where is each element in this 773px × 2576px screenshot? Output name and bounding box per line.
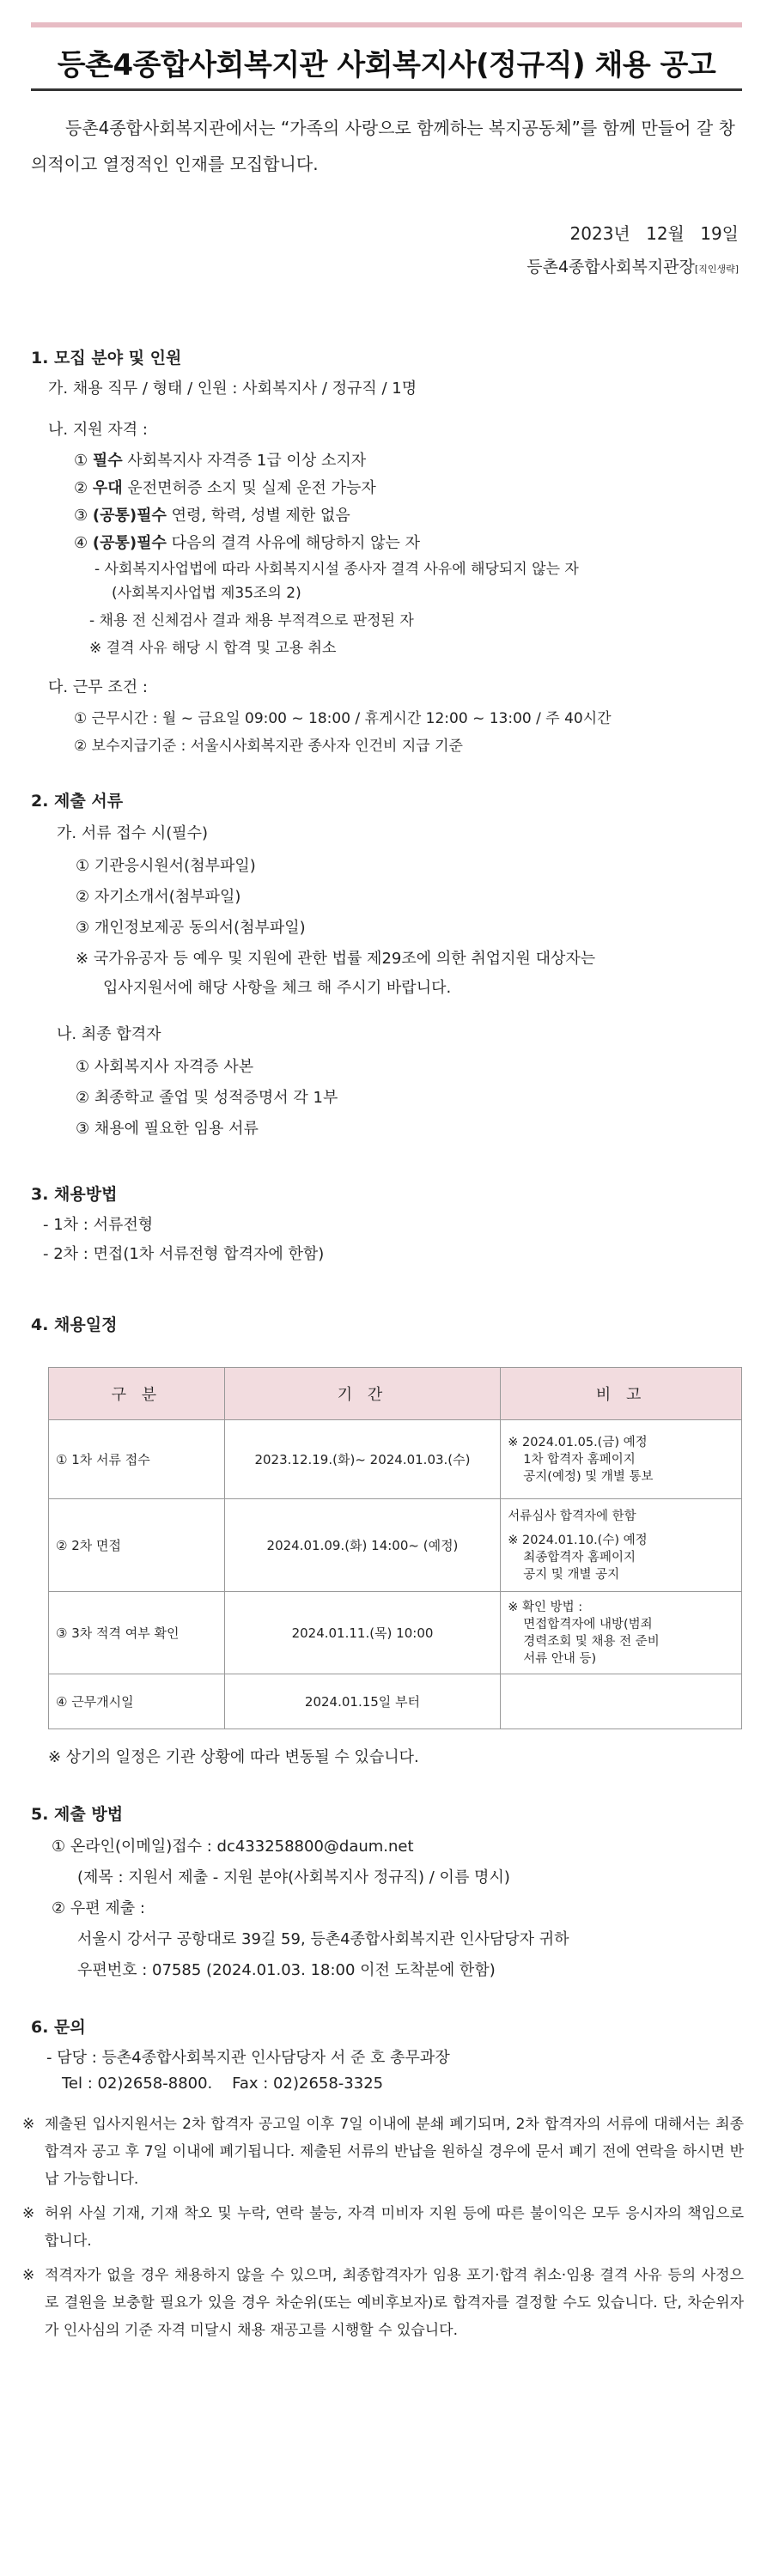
row-note: ※ 확인 방법 : 면접합격자에 내방(범죄 경력조회 및 채용 전 준비 서류 안내 등) [501, 1592, 742, 1674]
row-label: ① 1차 서류 접수 [49, 1420, 225, 1499]
section-5-title: 5. 제출 방법 [31, 1805, 124, 1824]
row-period: 2024.01.11.(목) 10:00 [224, 1592, 501, 1674]
s6-contact-phone: Tel : 02)2658-8800. Fax : 02)2658-3325 [62, 2075, 384, 2093]
s1-work-hours: ① 근무시간 : 월 ~ 금요일 09:00 ~ 18:00 / 휴게시간 12:00 ~ 13:00 / 주 40시간 [74, 710, 612, 727]
s1-salary: ② 보수지급기준 : 서울시사회복지관 종사자 인건비 지급 기준 [74, 738, 463, 755]
notice-1: ※ 제출된 입사지원서는 2차 합격자 공고일 이후 7일 이내에 분쇄 폐기되며, 2차 합격자의 서류에 대해서는 최종합격자 공고 후 7일 이내에 폐기됩니다. 제출된 서류의 반납을 원하실 경우에 문서 폐기 전에 연락을 하시면 반납 가능합니다. [22, 2111, 744, 2193]
row-period: 2023.12.19.(화)~ 2024.01.03.(수) [224, 1420, 501, 1499]
s5-postal-code: 우편번호 : 07585 (2024.01.03. 18:00 이전 도착분에 한함) [77, 1961, 496, 1979]
s5-mail-address: 서울시 강서구 공항대로 39길 59, 등촌4종합사회복지관 인사담당자 귀하 [77, 1930, 569, 1948]
schedule-table [48, 1367, 742, 1729]
row-period: 2024.01.15일 부터 [224, 1674, 501, 1729]
s1-disqualification-c: ※ 결격 사유 해당 시 합격 및 고용 취소 [89, 640, 337, 657]
table-header-row [49, 1368, 742, 1420]
section-3-title: 3. 채용방법 [31, 1185, 118, 1204]
s2-final-doc-2: ② 최종학교 졸업 및 성적증명서 각 1부 [76, 1089, 338, 1107]
s2-doc-3: ③ 개인정보제공 동의서(첨부파일) [76, 919, 306, 937]
s2-veteran-note-1: ※ 국가유공자 등 예우 및 지원에 관한 법률 제29조에 의한 취업지원 대상자는 [76, 950, 596, 968]
s6-contact-person: - 담당 : 등촌4종합사회복지관 인사담당자 서 준 호 총무과장 [46, 2049, 450, 2067]
s1-qualification-3: ③ (공통)필수 연령, 학력, 성별 제한 없음 [74, 507, 350, 525]
s1-disqualification-b: - 채용 전 신체검사 결과 채용 부적격으로 판정된 자 [89, 612, 414, 629]
notice-mark: ※ [22, 2267, 35, 2284]
s5-mail-submission: ② 우편 제출 : [52, 1899, 145, 1917]
s2-final-doc-1: ① 사회복지사 자격증 사본 [76, 1058, 254, 1076]
s3-step-1: - 1차 : 서류전형 [43, 1216, 154, 1234]
s2-final-heading: 나. 최종 합격자 [57, 1025, 161, 1043]
notice-2: ※ 허위 사실 기재, 기재 착오 및 누락, 연락 불능, 자격 미비자 지원 등에 따른 불이익은 모두 응시자의 책임으로 합니다. [22, 2200, 744, 2255]
notice-mark: ※ [22, 2205, 35, 2222]
s1-disqualification-a2: (사회복지사업법 제35조의 2) [112, 585, 301, 602]
row-label: ② 2차 면접 [49, 1499, 225, 1592]
notice-mark: ※ [22, 2116, 35, 2133]
s5-email-subject: (제목 : 지원서 제출 - 지원 분야(사회복지사 정규직) / 이름 명시) [77, 1868, 510, 1886]
posting-date: 2023년 12월 19일 [569, 223, 739, 244]
s2-doc-2: ② 자기소개서(첨부파일) [76, 888, 241, 906]
signer-note: [직인생략] [694, 264, 739, 275]
s1-work-conditions-heading: 다. 근무 조건 : [48, 678, 148, 696]
s1-disqualification-a1: - 사회복지사업법에 따라 사회복지시설 종사자 결격 사유에 해당되지 않는 자 [94, 561, 579, 578]
s1-qualification-2: ② 우대 운전면허증 소지 및 실제 운전 가능자 [74, 479, 376, 497]
s2-veteran-note-2: 입사지원서에 해당 사항을 체크 해 주시기 바랍니다. [103, 979, 452, 997]
s3-step-2: - 2차 : 면접(1차 서류전형 합격자에 한함) [43, 1245, 325, 1263]
section-6-title: 6. 문의 [31, 2018, 86, 2037]
col-header-category: 구 분 [49, 1368, 225, 1420]
s2-doc-1: ① 기관응시원서(첨부파일) [76, 857, 256, 875]
row-note: 서류심사 합격자에 한함 ※ 2024.01.10.(수) 예정 최종합격자 홈페이지 공지 및 개별 공지 [501, 1499, 742, 1592]
s1-qualification-1: ① 필수 사회복지사 자격증 1급 이상 소지자 [74, 452, 367, 470]
title-divider [31, 88, 742, 91]
section-4-title: 4. 채용일정 [31, 1315, 118, 1334]
intro-text: 등촌4종합사회복지관에서는 “가족의 사랑으로 함께하는 복지공동체”를 함께 만들어 갈 창의적이고 열정적인 인재를 모집합니다. [31, 118, 735, 174]
s5-email-submission: ① 온라인(이메일)접수 : dc433258800@daum.net [52, 1838, 414, 1856]
page-title: 등촌4종합사회복지관 사회복지사(정규직) 채용 공고 [57, 48, 716, 82]
table-row [49, 1499, 742, 1592]
table-row [49, 1674, 742, 1729]
s2-final-doc-3: ③ 채용에 필요한 임용 서류 [76, 1120, 259, 1138]
table-row [49, 1592, 742, 1674]
s1-job-type: 가. 채용 직무 / 형태 / 인원 : 사회복지사 / 정규직 / 1명 [48, 380, 417, 398]
schedule-footnote: ※ 상기의 일정은 기관 상황에 따라 변동될 수 있습니다. [48, 1748, 419, 1766]
s2-application-heading: 가. 서류 접수 시(필수) [57, 824, 209, 842]
signer-name: 등촌4종합사회복지관장 [526, 258, 695, 276]
row-label: ③ 3차 적격 여부 확인 [49, 1592, 225, 1674]
s1-qualification-4: ④ (공통)필수 다음의 결격 사유에 해당하지 않는 자 [74, 534, 421, 552]
notice-3: ※ 적격자가 없을 경우 채용하지 않을 수 있으며, 최종합격자가 임용 포기·합격 취소·임용 결격 사유 등의 사정으로 결원을 보충할 필요가 있을 경우 차순위(또는 예비후보자)로 합격자를 결정할 수도 있습니다. 단, 차순위자가 인사심의 기준 자격 미달시 채용 재공고를 시행할 수 있습니다. [22, 2262, 744, 2344]
col-header-note: 비 고 [501, 1368, 742, 1420]
row-note: ※ 2024.01.05.(금) 예정 1차 합격자 홈페이지 공지(예정) 및 개별 통보 [501, 1420, 742, 1499]
row-period: 2024.01.09.(화) 14:00~ (예정) [224, 1499, 501, 1592]
header-bar [31, 22, 742, 27]
s1-qualification-heading: 나. 지원 자격 : [48, 421, 148, 439]
signer [526, 254, 739, 277]
row-label: ④ 근무개시일 [49, 1674, 225, 1729]
row-note [501, 1674, 742, 1729]
table-row [49, 1420, 742, 1499]
section-1-title: 1. 모집 분야 및 인원 [31, 349, 182, 368]
section-2-title: 2. 제출 서류 [31, 792, 124, 811]
col-header-period: 기 간 [224, 1368, 501, 1420]
